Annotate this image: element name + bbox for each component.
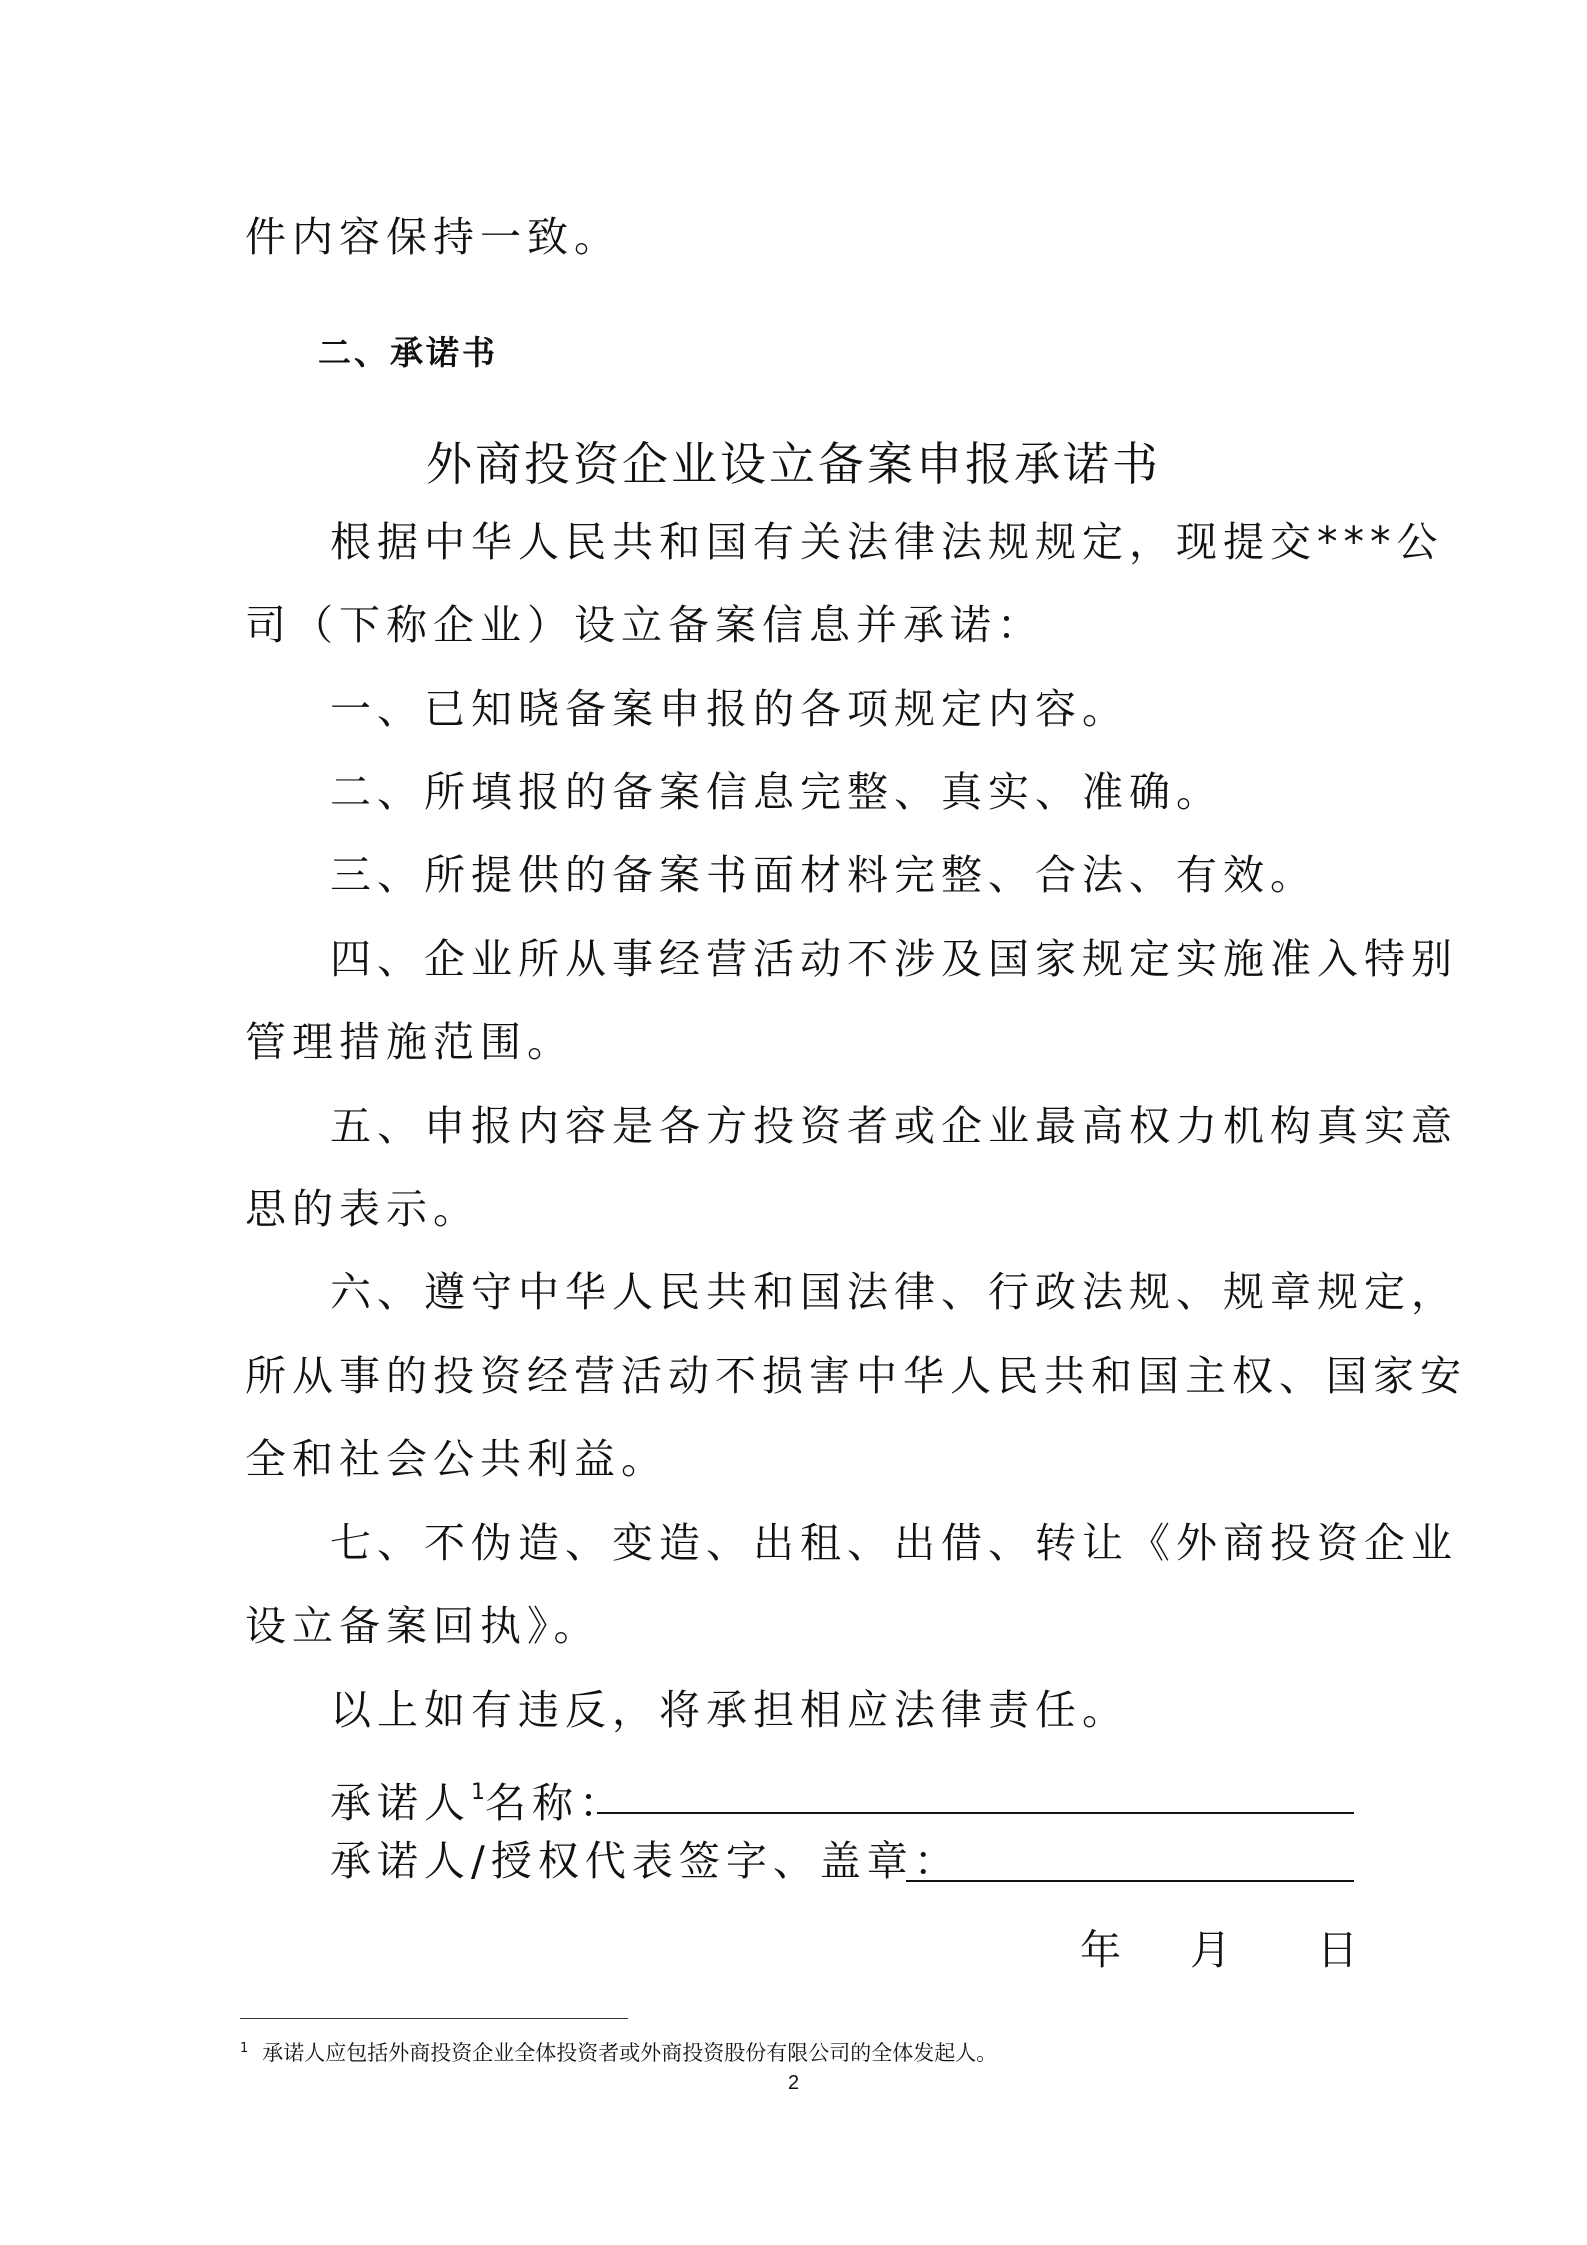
- signature-label: 承诺人/授权代表签字、盖章：: [330, 1837, 961, 1885]
- paragraph-line: 根据中华人民共和国有关法律法规规定，现提交***公: [330, 518, 1444, 566]
- signatory-label-suffix: 名称：: [485, 1779, 626, 1827]
- signatory-name-label: [330, 1768, 626, 1828]
- paragraph-line: 六、遵守中华人民共和国法律、行政法规、规章规定，: [330, 1268, 1458, 1316]
- paragraph-line: 一、已知晓备案申报的各项规定内容。: [330, 685, 1129, 733]
- continuation-text: 件内容保持一致。: [245, 213, 621, 261]
- date-year: 年: [1080, 1926, 1121, 1974]
- paragraph-line: 管理措施范围。: [245, 1018, 574, 1066]
- paragraph-line: 司（下称企业）设立备案信息并承诺：: [245, 601, 1044, 649]
- signature-field[interactable]: [906, 1880, 1354, 1882]
- footnote: [240, 2037, 997, 2067]
- paragraph-line: 三、所提供的备案书面材料完整、合法、有效。: [330, 851, 1317, 899]
- paragraph-line: 以上如有违反，将承担相应法律责任。: [330, 1686, 1129, 1734]
- paragraph-line: 四、企业所从事经营活动不涉及国家规定实施准入特别: [330, 935, 1458, 983]
- footnote-text: 承诺人应包括外商投资企业全体投资者或外商投资股份有限公司的全体发起人。: [262, 2041, 998, 2065]
- document-title: 外商投资企业设立备案申报承诺书: [426, 437, 1161, 491]
- paragraph-line: 所从事的投资经营活动不损害中华人民共和国主权、国家安: [245, 1352, 1467, 1400]
- date-day: 日: [1317, 1926, 1358, 1974]
- footnote-mark: 1: [240, 2041, 249, 2056]
- page-number: 2: [787, 2072, 800, 2094]
- date-month: 月: [1190, 1926, 1231, 1974]
- paragraph-line: 设立备案回执》。: [245, 1602, 601, 1650]
- footnote-separator: [240, 2018, 628, 2019]
- paragraph-line: 二、所填报的备案信息完整、真实、准确。: [330, 768, 1223, 816]
- paragraph-line: 全和社会公共利益。: [245, 1435, 668, 1483]
- paragraph-line: 思的表示。: [245, 1185, 480, 1233]
- paragraph-line: 五、申报内容是各方投资者或企业最高权力机构真实意: [330, 1102, 1458, 1150]
- signatory-name-field[interactable]: [597, 1812, 1354, 1814]
- footnote-reference: 1: [471, 1780, 485, 1805]
- paragraph-line: 七、不伪造、变造、出租、出借、转让《外商投资企业: [330, 1519, 1458, 1567]
- signatory-label-prefix: 承诺人: [330, 1779, 471, 1827]
- section-heading: 二、承诺书: [318, 333, 498, 372]
